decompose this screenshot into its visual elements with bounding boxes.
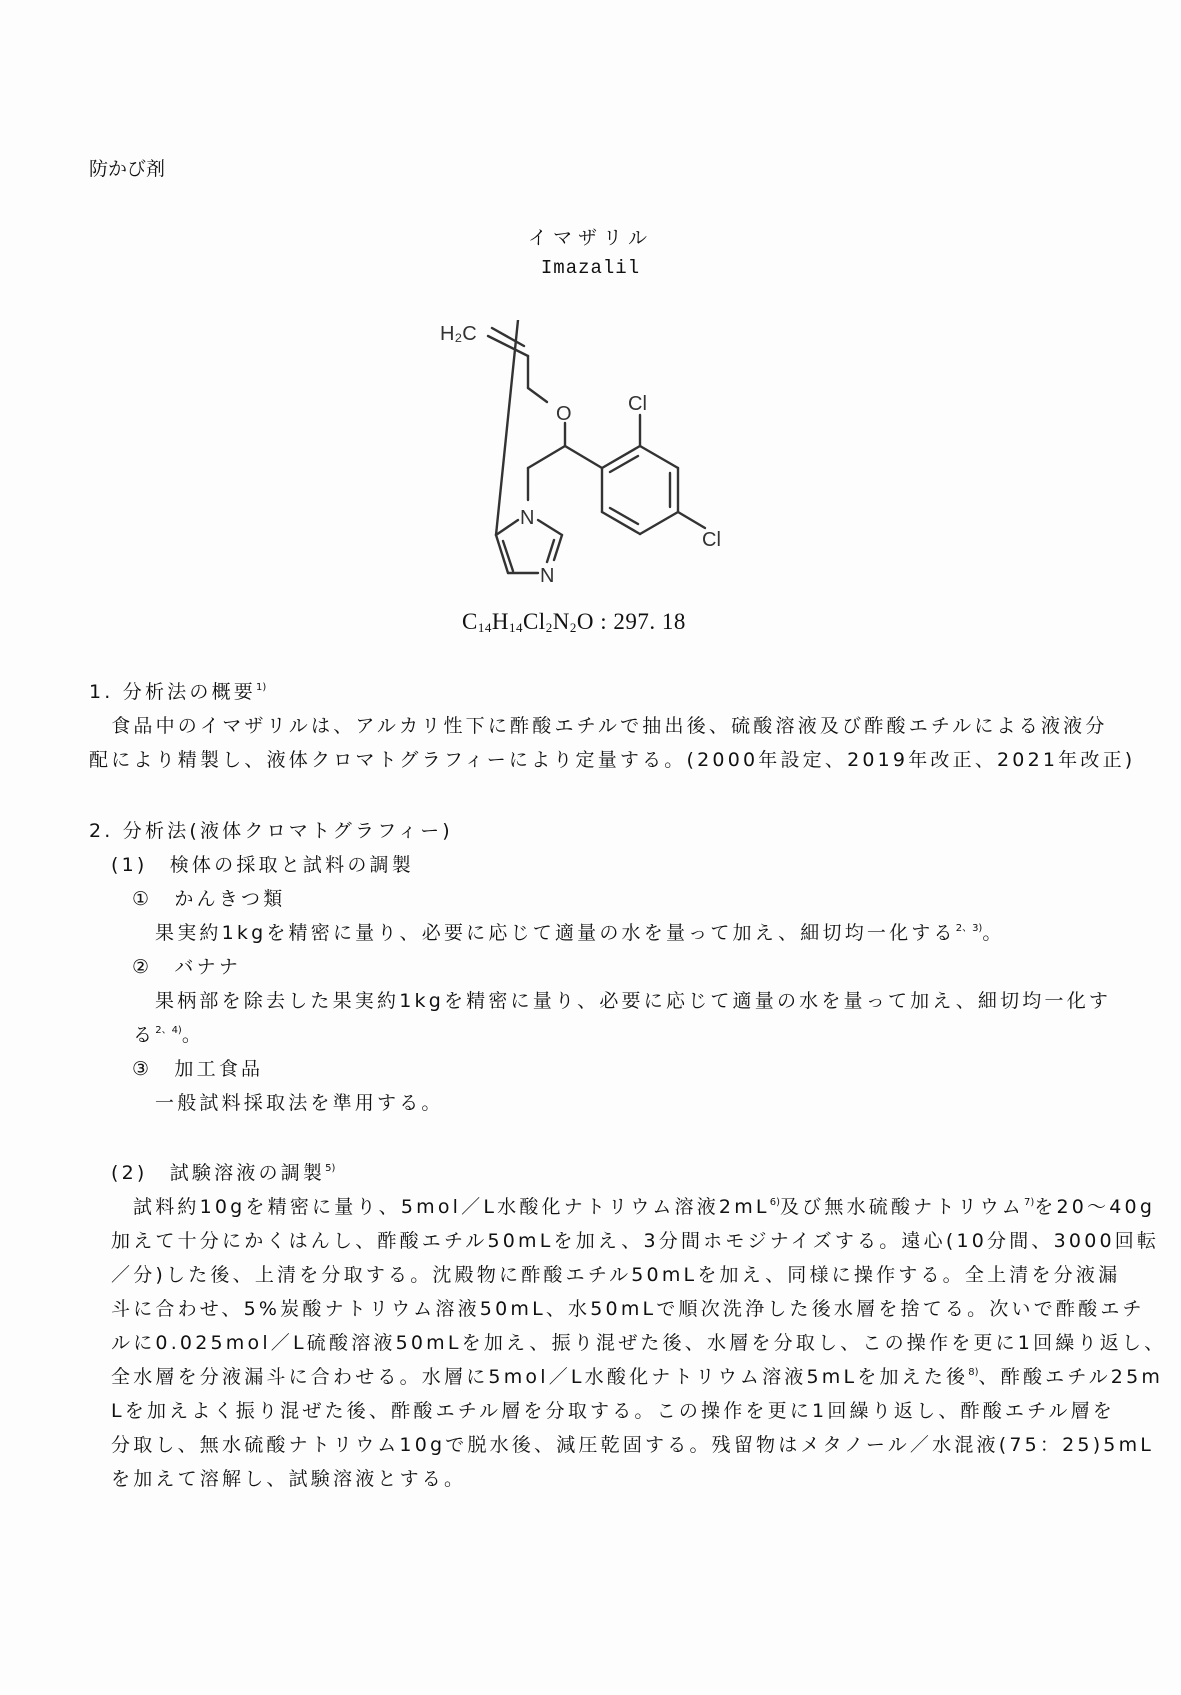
item-banana-label: ② バナナ [132,956,242,978]
item-processed-food-text: 一般試料採取法を準用する。 [155,1092,444,1114]
text-span: 、酢酸エチル25m [978,1366,1164,1388]
subsection2-paragraph-line: ／分)した後、上清を分取する。沈殿物に酢酸エチル50mLを加え、同様に操作する。全上清を分液漏 [111,1264,1121,1286]
chemical-structure-diagram [440,320,740,610]
reference-marker: 7) [1024,1197,1035,1208]
item-banana-text: 果柄部を除去した果実約1kgを精密に量り、必要に応じて適量の水を量って加え、細切均一化す [155,990,1112,1012]
formula-c-count: 14 [477,620,492,635]
section1-heading [89,677,266,704]
subsection2-paragraph-line: ルに0.025mol／L硫酸溶液50mLを加え、振り混ぜた後、水層を分取し、この操作を更に1回繰り返し、 [111,1332,1167,1354]
subsection2-heading-text: (2) 試験溶液の調製 [111,1162,326,1184]
compound-title-en: Imazalil [540,257,641,279]
reference-marker: 2、4) [155,1025,182,1036]
formula-h: H [491,609,509,634]
item-banana-text-cont [133,1020,204,1047]
subsection2-paragraph-line: 分取し、無水硫酸ナトリウム10gで脱水後、減圧乾固する。残留物はメタノール／水混液(75：25)5mL [111,1434,1155,1456]
subsection2-heading [111,1158,335,1185]
subsection2-paragraph-line: Lを加えよく振り混ぜた後、酢酸エチル層を分取する。この操作を更に1回繰り返し、酢酸エチル層を [111,1400,1115,1422]
section2-heading: 2. 分析法(液体クロマトグラフィー) [89,820,453,842]
formula-n: N [552,609,570,634]
formula-cl-count: 2 [545,620,553,635]
subsection2-paragraph-line [111,1362,1163,1389]
subsection2-paragraph-line: 斗に合わせ、5%炭酸ナトリウム溶液50mL、水50mLで順次洗浄した後水層を捨てる。次いで酢酸エチ [111,1298,1145,1320]
label-nitrogen-1: N [520,507,535,529]
label-nitrogen-2: N [540,565,555,587]
section1-heading-text: 1. 分析法の概要 [89,681,256,703]
item-citrus-body: 果実約1kgを精密に量り、必要に応じて適量の水を量って加え、細切均一化する [155,922,956,944]
subsection2-paragraph-line: 加えて十分にかくはんし、酢酸エチル50mLを加え、3分間ホモジナイズする。遠心(10分間、3000回転 [111,1230,1160,1252]
label-h2c: H₂C [440,323,477,345]
item-banana-body: る [133,1024,156,1046]
text-span: 及び無水硫酸ナトリウム [779,1196,1024,1218]
formula-c: C [462,609,478,634]
reference-marker: 8) [968,1367,979,1378]
item-citrus-label: ① かんきつ類 [132,888,286,910]
text-span: 試料約10gを精密に量り、5mol／L水酸化ナトリウム溶液2mL [133,1196,770,1218]
molecular-formula [462,609,686,636]
reference-marker: 5) [325,1163,336,1174]
formula-cl: Cl [522,609,546,634]
compound-title-ja: イマザリル [527,227,653,249]
formula-n-count: 2 [569,620,577,635]
subsection2-paragraph-line [133,1192,1155,1219]
section1-paragraph-line: 食品中のイマザリルは、アルカリ性下に酢酸エチルで抽出後、硫酸溶液及び酢酸エチルによる液液分 [89,715,1108,737]
item-processed-food-label: ③ 加工食品 [132,1058,264,1080]
item-citrus-text [155,918,1005,945]
reference-marker: 2、3) [955,923,983,934]
formula-o: O [576,609,594,634]
reference-marker: 6) [769,1197,780,1208]
subsection2-paragraph-line: を加えて溶解し、試験溶液とする。 [111,1468,467,1490]
reference-marker: 1) [255,682,267,693]
punctuation: 。 [181,1024,205,1046]
section1-paragraph-line: 配により精製し、液体クロマトグラフィーにより定量する。(2000年設定、2019年改正、2021年改正) [89,749,1136,771]
formula-h-count: 14 [508,620,523,635]
text-span: を20～40g [1034,1196,1156,1218]
punctuation: 。 [982,922,1005,944]
label-oxygen: O [556,403,572,425]
category-label: 防かび剤 [89,158,166,180]
text-span: 全水層を分液漏斗に合わせる。水層に5mol／L水酸化ナトリウム溶液5mLを加えた後 [111,1366,969,1388]
subsection1-heading: (1) 検体の採取と試料の調製 [111,854,414,876]
molecular-weight: : 297. 18 [593,609,686,634]
label-chlorine-2: Cl [702,529,721,551]
label-chlorine-1: Cl [628,393,647,415]
